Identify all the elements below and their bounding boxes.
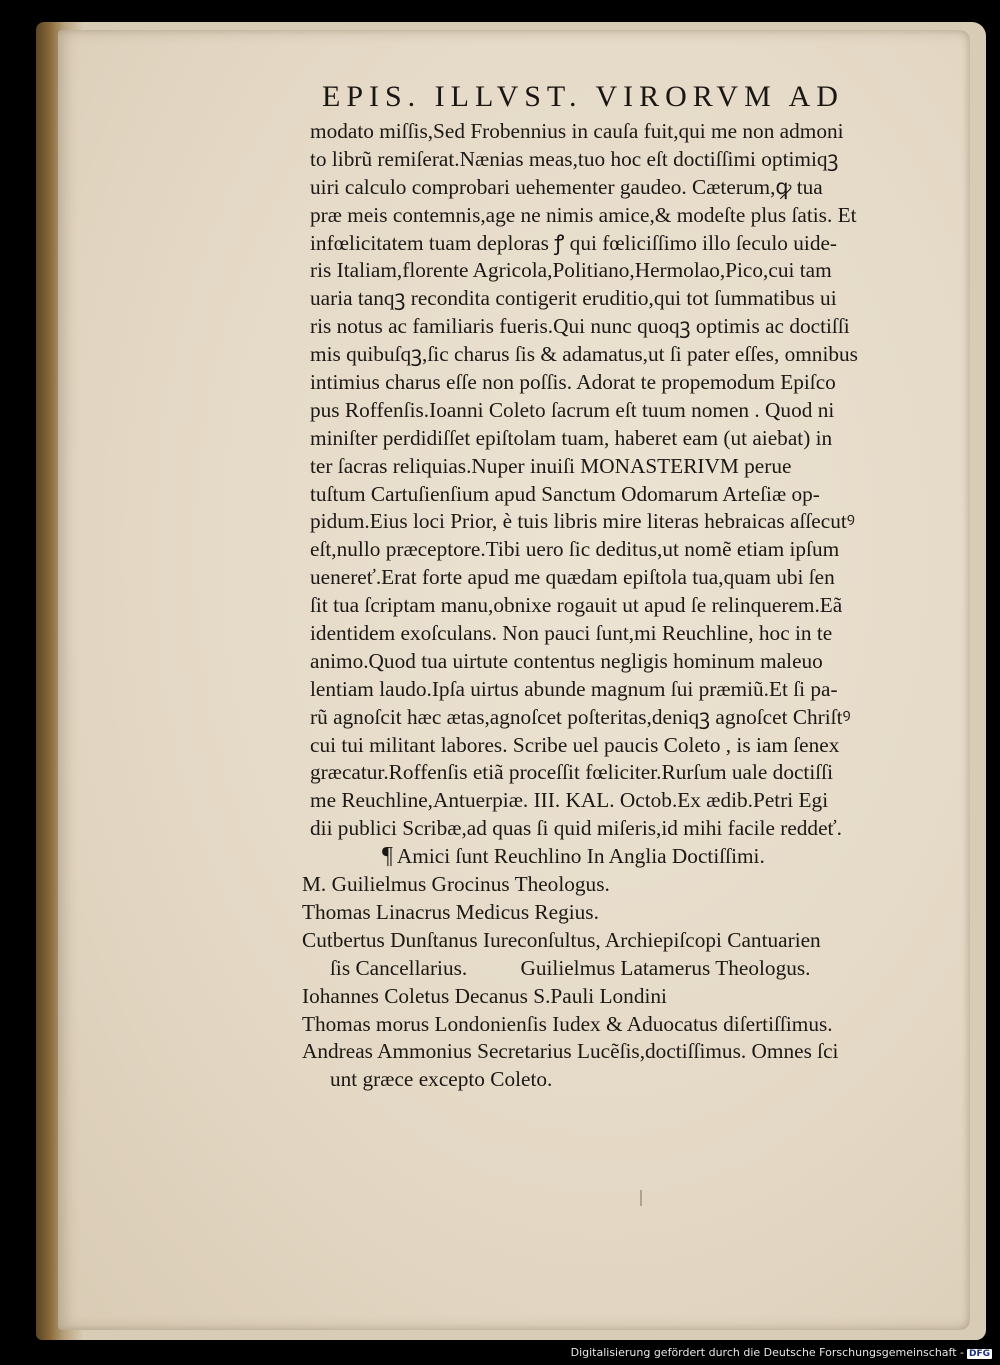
amici-line: Thomas Linacrus Medicus Regius. (302, 899, 599, 924)
text-line: ris notus ac familiaris fueris.Qui nunc quoqꝫ optimis ac doctiſſi (310, 314, 850, 339)
text-line: eſt,nullo præceptore.Tibi uero ſic deditus,ut nomẽ etiam ipſum (310, 537, 840, 562)
text-line: mis quibuſqꝫ,ſic charus ſis & adamatus,ut ſi pater eſſes, omnibus (310, 342, 858, 367)
amici-line: Andreas Ammonius Secretarius Lucẽſis,doctiſſimus. Omnes ſci (302, 1039, 839, 1064)
page-text-block (302, 118, 930, 1094)
text-line: uenereť.Erat forte apud me quædam epiſtola tua,quam ubi ſen (310, 565, 835, 590)
amici-line: Iohannes Coletus Decanus S.Pauli Londini (302, 983, 667, 1008)
text-line: cui tui militant labores. Scribe uel paucis Coleto , is iam ſenex (310, 732, 840, 757)
amici-line: M. Guilielmus Grocinus Theologus. (302, 872, 610, 897)
text-line: ris Italiam,florente Agricola,Politiano,Hermolao,Pico,cui tam (310, 258, 832, 283)
text-line: ter ſacras reliquias.Nuper inuiſi MONASTERIVM perue (310, 453, 792, 478)
text-line: me Reuchline,Antuerpiæ. III. KAL. Octob.Ex ædib.Petri Egi (310, 788, 829, 813)
amici-line: Cutbertus Dunſtanus Iureconſultus, Archiepiſcopi Cantuarien (302, 927, 821, 952)
text-line: tuſtum Cartuſienſium apud Sanctum Odomarum Arteſiæ op- (310, 481, 820, 506)
text-line: græcatur.Roffenſis etiã proceſſit fœliciter.Rurſum uale doctiſſi (310, 760, 834, 785)
amici-line: Thomas morus Londonienſis Iudex & Aduocatus diſertiſſimus. (302, 1011, 833, 1036)
text-line: dii publici Scribæ,ad quas ſi quid miſeris,id mihi facile reddeť. (310, 816, 842, 841)
digitization-credit (571, 1346, 992, 1359)
text-line: intimius charus eſſe non poſſis. Adorat te propemodum Epiſco (310, 370, 836, 395)
amici-heading: Amici ſunt Reuchlino In Anglia Doctiſſimi. (396, 844, 765, 869)
text-line: lentiam laudo.Ipſa uirtus abunde magnum ſui præmiũ.Et ſi pa- (310, 676, 838, 701)
text-line: animo.Quod tua uirtute contentus negligis hominum maleuo (310, 648, 823, 673)
text-line: infœlicitatem tuam deploras ꝭ qui fœliciſſimo illo ſeculo uide- (310, 230, 838, 255)
text-line: identidem exoſculans. Non pauci ſunt,mi Reuchline, hoc in te (310, 621, 833, 646)
text-line: uaria tanqꝫ recondita contigerit eruditio,qui tot ſummatibus ui (310, 286, 837, 311)
text-line: præ meis contemnis,age ne nimis amice,& modeſte plus ſatis. Et (310, 202, 857, 227)
amici-line: unt græce excepto Coleto. (330, 1067, 553, 1092)
text-line: miniſter perdidiſſet epiſtolam tuam, haberet eam (ut aiebat) in (310, 425, 833, 450)
text-line: rũ agnoſcit hæc ætas,agnoſcet poſteritas,deniqꝫ agnoſcet Chriſtꝰ (310, 704, 851, 729)
text-line: ſit tua ſcriptam manu,obnixe rogauit ut apud ſe relinquerem.Eã (310, 593, 843, 618)
amici-line: ſis Cancellarius. Guilielmus Latamerus Theologus. (330, 955, 811, 980)
text-line: to librũ remiſerat.Nænias meas,tuo hoc eſt doctiſſimi optimiqꝫ (310, 146, 839, 171)
credit-text: Digitalisierung gefördert durch die Deutsche Forschungsgemeinschaft - (570, 1346, 964, 1359)
paper-blemish (640, 1190, 642, 1206)
text-line: pidum.Eius loci Prior, è tuis libris mire literas hebraicas aſſecutꝰ (310, 509, 855, 534)
text-line: uiri calculo comprobari uehementer gaudeo. Cæterum,ꝙ tua (310, 174, 823, 199)
text-line: pus Roffenſis.Ioanni Coleto ſacrum eſt tuum nomen . Quod ni (310, 397, 835, 422)
amici-heading-line (310, 843, 930, 871)
dfg-logo: DFG (968, 1349, 990, 1359)
text-line: modato miſſis,Sed Frobennius in cauſa fuit,qui me non admoni (310, 119, 844, 143)
running-head: EPIS. ILLVST. VIRORVM AD (322, 80, 844, 113)
pilcrow-mark: ¶ (382, 843, 393, 870)
